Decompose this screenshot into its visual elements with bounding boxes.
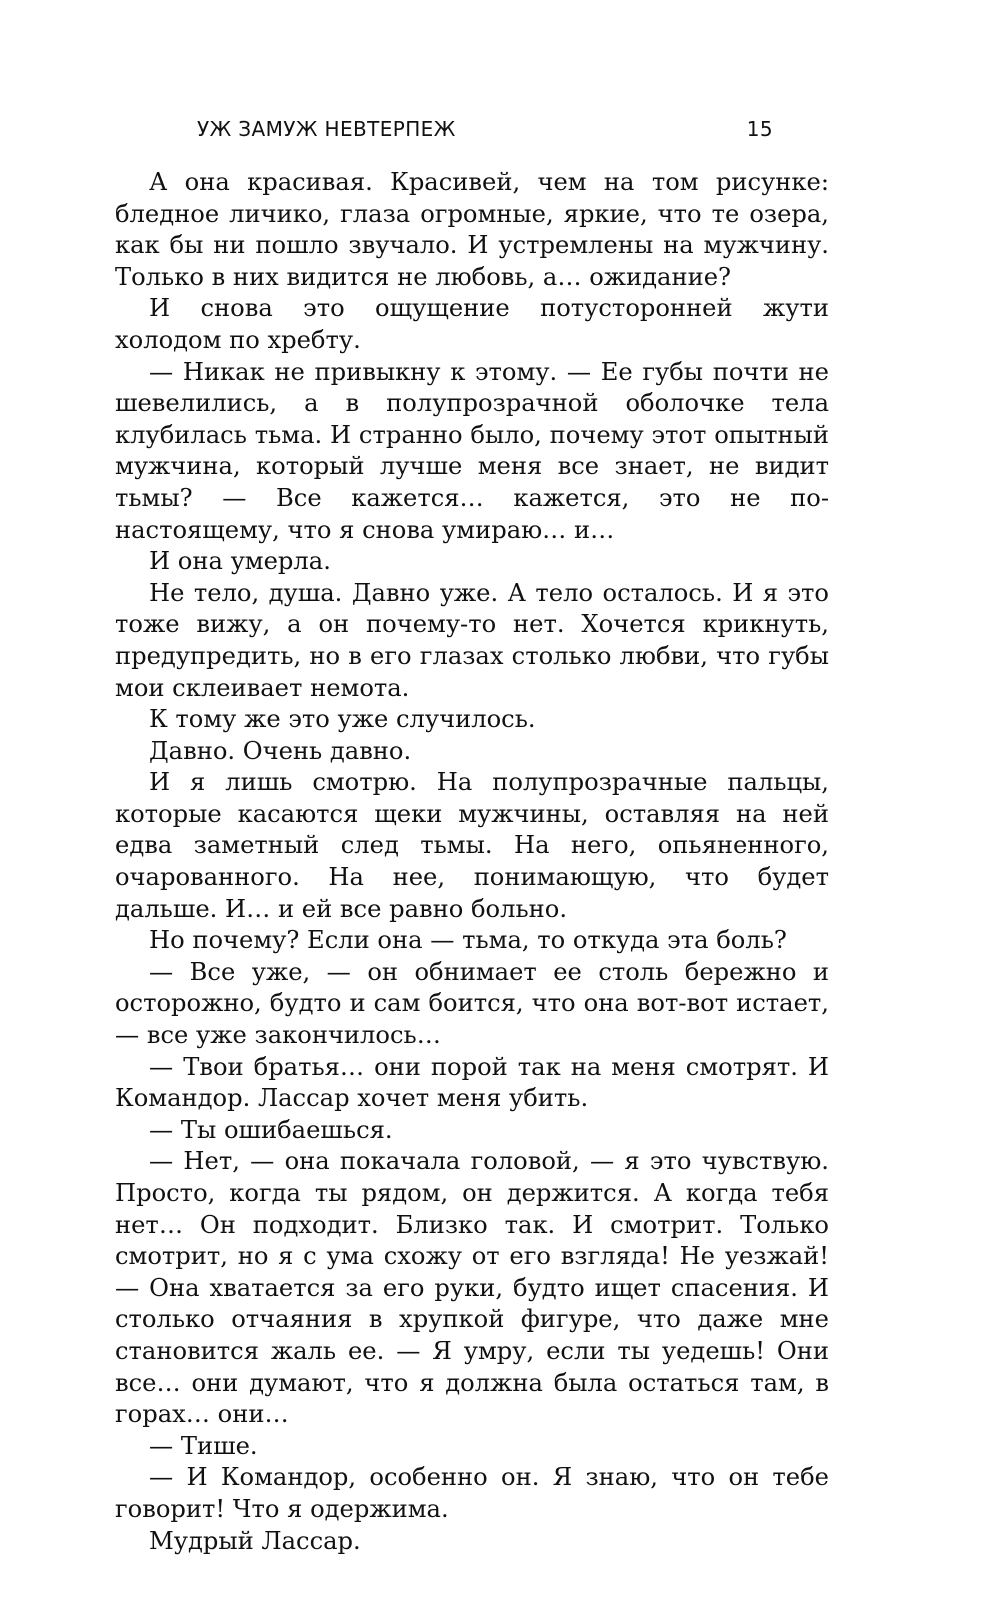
paragraph: — Твои братья… они порой так на меня смотрят. И Командор. Лассар хочет меня убить. xyxy=(115,1052,829,1113)
paragraph: — Все уже, — он обнимает ее столь бережно и осторожно, будто и сам боится, что она вот-вот истает, — все уже закончилось… xyxy=(115,957,829,1050)
paragraph: Не тело, душа. Давно уже. А тело осталось. И я это тоже вижу, а он почему-то нет. Хочется крикнуть, предупредить, но в его глазах столько любви, что губы мои склеивает немота. xyxy=(115,578,829,702)
paragraph: — Ты ошибаешься. xyxy=(149,1115,393,1144)
paragraph: И она умерла. xyxy=(149,547,331,576)
paragraph: — Тише. xyxy=(149,1431,258,1460)
paragraph: — Нет, — она покачала головой, — я это чувствую. Просто, когда ты рядом, он держится. А когда тебя нет… Он подходит. Близко так. И смотрит. Только смотрит, но я с ума схожу от его взгляда! Не уезжай! — Она хватается за его руки, будто ищет спасения. И столько отчаяния в хрупкой фигуре, что даже мне становится жаль ее. — Я умру, если ты уедешь! Они все… они думают, что я должна была остаться там, в горах… они… xyxy=(115,1147,829,1429)
page-number: 15 xyxy=(746,117,773,141)
paragraph: Но почему? Если она — тьма, то откуда эта боль? xyxy=(149,926,787,955)
paragraph: К тому же это уже случилось. xyxy=(149,705,536,734)
page-header xyxy=(197,117,773,151)
paragraph: И я лишь смотрю. На полупрозрачные пальцы, которые касаются щеки мужчины, оставляя на ней едва заметный след тьмы. На него, опьяненного, очарованного. На нее, понимающую, что будет дальше. И… и ей все равно больно. xyxy=(115,768,829,923)
page-body xyxy=(115,167,829,1557)
paragraph: — Никак не привыкну к этому. — Ее губы почти не шевелились, а в полупрозрачной оболочке тела клубилась тьма. И странно было, почему этот опытный мужчина, который лучше меня все знает, не видит тьмы? — Все кажется… кажется, это не по-настоящему, что я снова умираю… и… xyxy=(115,357,829,544)
paragraph: А она красивая. Красивей, чем на том рисунке: бледное личико, глаза огромные, яркие, что те озера, как бы ни пошло звучало. И устремлены на мужчину. Только в них видится не любовь, а… ожидание? xyxy=(115,168,829,291)
paragraph: Мудрый Лассар. xyxy=(149,1526,361,1555)
paragraph: И снова это ощущение потусторонней жути холодом по хребту. xyxy=(115,294,829,354)
paragraph: Давно. Очень давно. xyxy=(149,736,412,765)
running-title: УЖ ЗАМУЖ НЕВТЕРПЕЖ xyxy=(197,117,456,141)
paragraph: — И Командор, особенно он. Я знаю, что он тебе говорит! Что я одержима. xyxy=(115,1463,829,1523)
